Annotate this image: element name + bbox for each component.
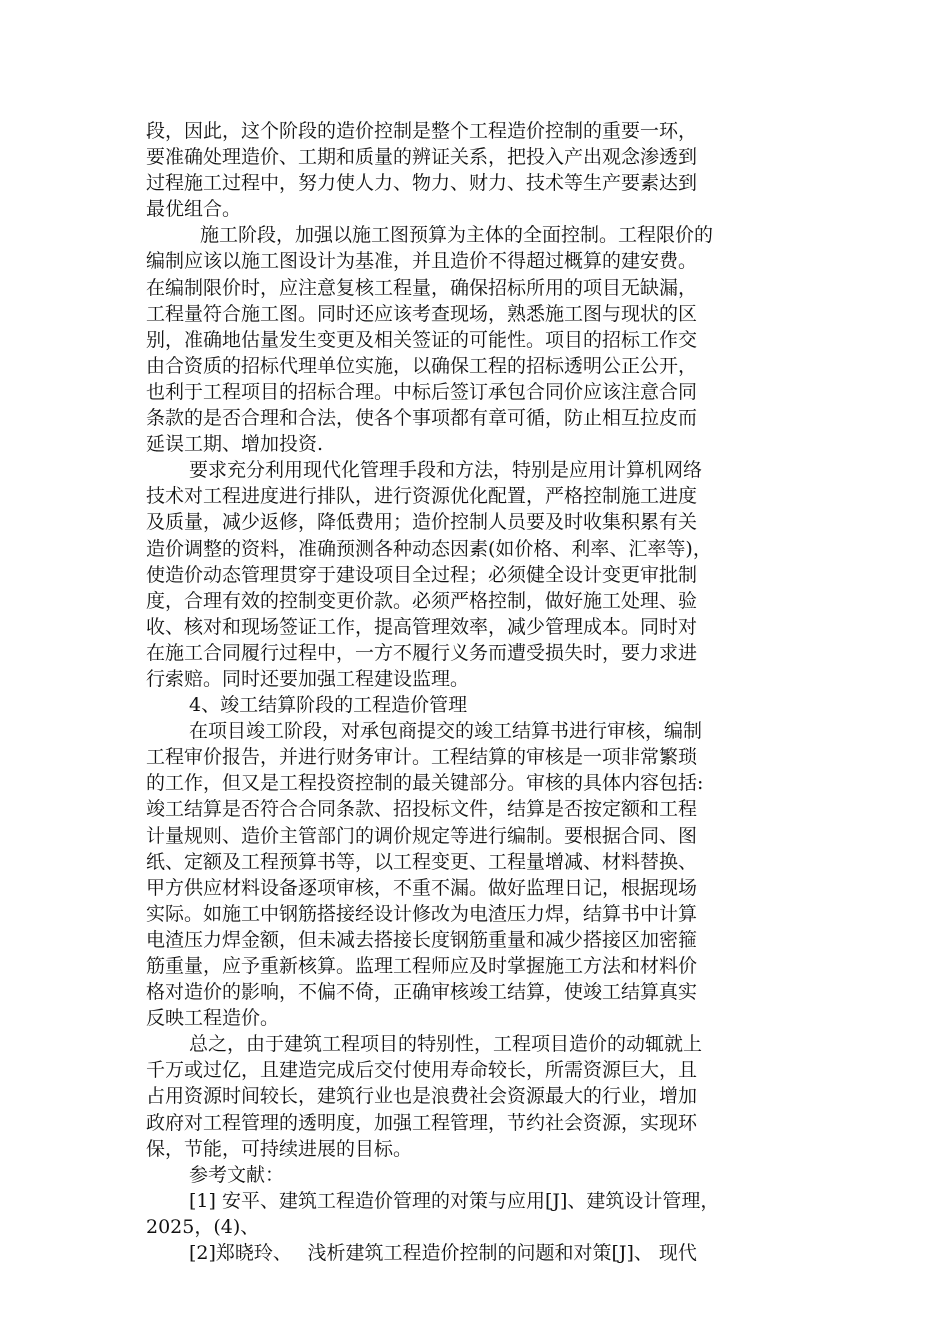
text-line: 造价调整的资料，准确预测各种动态因素(如价格、利率、汇率等)， xyxy=(146,537,712,560)
reference-entry: [2]郑晓玲、 浅析建筑工程造价控制的问题和对策[J]、 现代 xyxy=(189,1242,697,1265)
text-line: 技术对工程进度进行排队，进行资源优化配置，严格控制施工进度 xyxy=(146,485,698,508)
text-line: 电渣压力焊金额，但未减去搭接长度钢筋重量和减少搭接区加密箍 xyxy=(146,928,698,951)
text-line: 在施工合同履行过程中，一方不履行义务而遭受损失时，要力求进 xyxy=(146,641,698,664)
text-line: 使造价动态管理贯穿于建设项目全过程；必须健全设计变更审批制 xyxy=(146,563,698,586)
section-heading: 4、竣工结算阶段的工程造价管理 xyxy=(189,694,468,717)
reference-entry: [1] 安平、建筑工程造价管理的对策与应用[J]、建筑设计管理， xyxy=(189,1189,720,1212)
text-line: 反映工程造价。 xyxy=(146,1007,280,1030)
text-line: 工程量符合施工图。同时还应该考查现场，熟悉施工图与现状的区 xyxy=(146,302,698,325)
text-line: 计量规则、造价主管部门的调价规定等进行编制。要根据合同、图 xyxy=(146,824,698,847)
text-line: 千万或过亿，且建造完成后交付使用寿命较长，所需资源巨大，且 xyxy=(146,1059,698,1082)
paragraph-first-line: 在项目竣工阶段，对承包商提交的竣工结算书进行审核，编制 xyxy=(189,720,703,743)
text-line: 竣工结算是否符合合同条款、招投标文件，结算是否按定额和工程 xyxy=(146,798,698,821)
text-line: 别，准确地估量发生变更及相关签证的可能性。项目的招标工作交 xyxy=(146,328,698,351)
text-line: 度，合理有效的控制变更价款。必须严格控制，做好施工处理、验 xyxy=(146,589,698,612)
text-line: 筋重量，应予重新核算。监理工程师应及时掌握施工方法和材料价 xyxy=(146,955,698,977)
paragraph-first-line: 总之，由于建筑工程项目的特别性，工程项目造价的动辄就上 xyxy=(189,1033,703,1056)
body-text xyxy=(146,118,812,1266)
text-line: 过程施工过程中，努力使人力、物力、财力、技术等生产要素达到 xyxy=(146,172,698,195)
text-line: 行索赔。同时还要加强工程建设监理。 xyxy=(146,667,470,690)
text-line: 要准确处理造价、工期和质量的辨证关系，把投入产出观念渗透到 xyxy=(146,146,698,169)
text-line: 纸、定额及工程预算书等，以工程变更、工程量增减、材料替换、 xyxy=(146,850,698,873)
text-line: 实际。如施工中钢筋搭接经设计修改为电渣压力焊，结算书中计算 xyxy=(146,902,698,925)
text-line: 保，节能，可持续进展的目标。 xyxy=(146,1137,413,1160)
text-line: 及质量，减少返修，降低费用；造价控制人员要及时收集积累有关 xyxy=(146,511,698,534)
text-line: 段，因此，这个阶段的造价控制是整个工程造价控制的重要一环， xyxy=(146,120,698,142)
text-line: 也利于工程项目的招标合理。中标后签订承包合同价应该注意合同 xyxy=(146,380,698,403)
text-line: 格对造价的影响，不偏不倚，正确审核竣工结算，使竣工结算真实 xyxy=(146,981,698,1004)
paragraph-first-line: 施工阶段，加强以施工图预算为主体的全面控制。工程限价的 xyxy=(200,224,714,247)
text-line: 条款的是否合理和合法，使各个事项都有章可循，防止相互拉皮而 xyxy=(146,407,698,430)
text-line: 最优组合。 xyxy=(146,198,242,221)
text-line: 2025，(4)、 xyxy=(146,1215,260,1238)
text-line: 由合资质的招标代理单位实施，以确保工程的招标透明公正公开， xyxy=(146,354,698,377)
text-line: 占用资源时间较长，建筑行业也是浪费社会资源最大的行业，增加 xyxy=(146,1085,698,1108)
text-line: 的工作，但又是工程投资控制的最关键部分。审核的具体内容包括: xyxy=(146,772,704,795)
text-line: 政府对工程管理的透明度，加强工程管理，节约社会资源，实现环 xyxy=(146,1111,698,1134)
text-line: 甲方供应材料设备逐项审核，不重不漏。做好监理日记，根据现场 xyxy=(146,876,698,899)
text-line: 在编制限价时，应注意复核工程量，确保招标所用的项目无缺漏， xyxy=(146,276,698,299)
references-heading: 参考文献： xyxy=(189,1163,285,1186)
text-line: 工程审价报告，并进行财务审计。工程结算的审核是一项非常繁琐 xyxy=(146,746,698,769)
text-line: 延误工期、增加投资. xyxy=(146,433,324,456)
text-line: 编制应该以施工图设计为基准，并且造价不得超过概算的建安费。 xyxy=(146,250,698,273)
paragraph-first-line: 要求充分利用现代化管理手段和方法，特别是应用计算机网络 xyxy=(189,459,703,482)
text-line: 收、核对和现场签证工作，提高管理效率，减少管理成本。同时对 xyxy=(146,615,698,638)
